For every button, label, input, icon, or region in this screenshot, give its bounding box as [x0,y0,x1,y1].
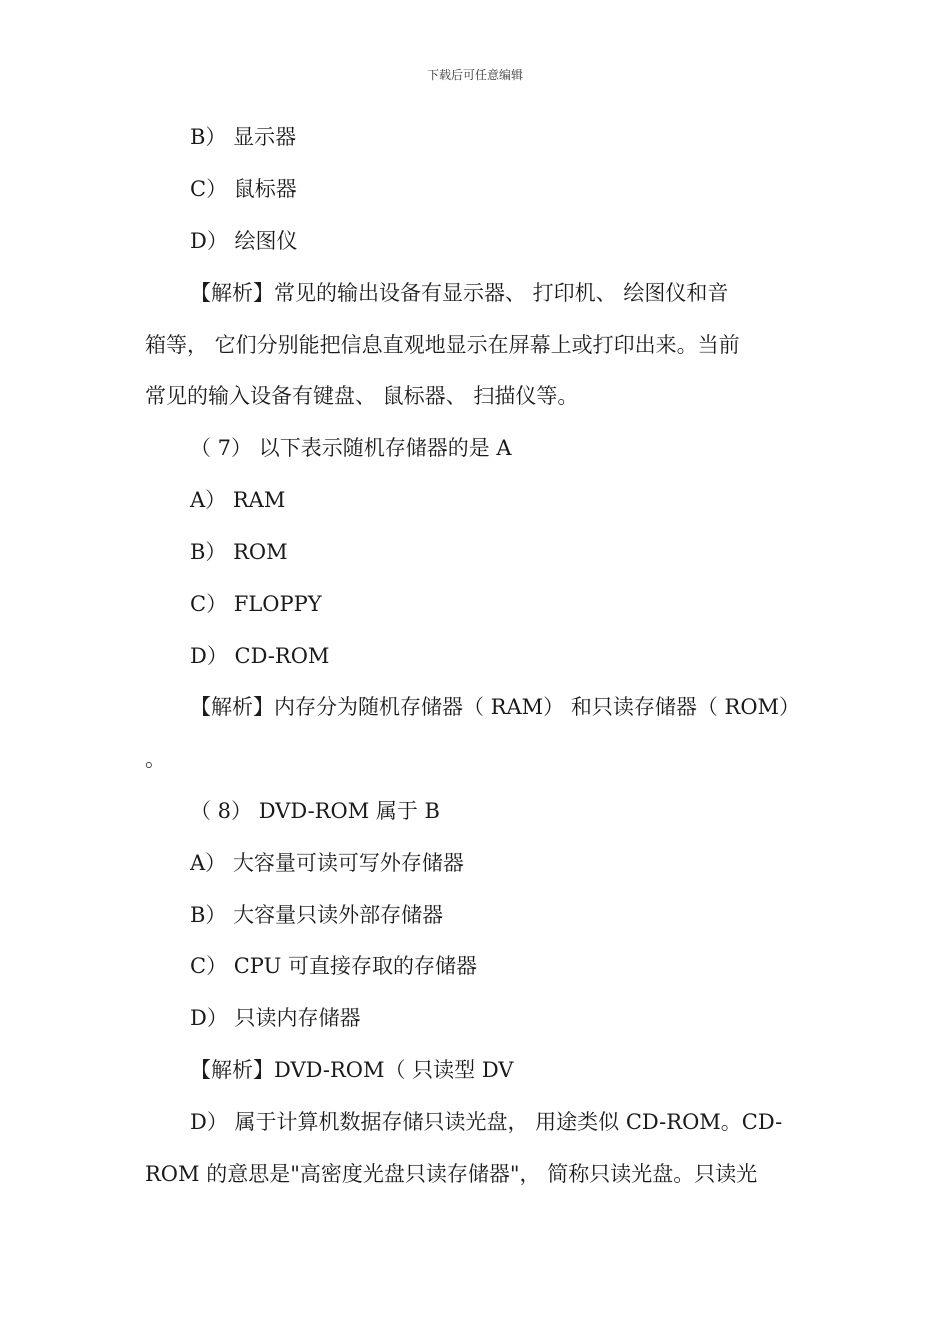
question-8: （ 8） DVD-ROM 属于 B [190,799,440,823]
page-header: 下载后可任意编辑 [426,68,523,82]
q8-option-a: A） 大容量可读可写外存储器 [190,851,464,875]
q8-option-c: C） CPU 可直接存取的存储器 [190,954,477,978]
q7-option-b: B） ROM [190,540,288,564]
analysis-2-line-2: 。 [145,747,166,771]
q8-option-b: B） 大容量只读外部存储器 [190,903,444,927]
analysis-3-line-3: ROM 的意思是"高密度光盘只读存储器"， 简称只读光盘。只读光 [145,1162,758,1186]
option-d-plotter: D） 绘图仪 [190,229,298,253]
analysis-1-line-1: 【解析】常见的输出设备有显示器、 打印机、 绘图仪和音 [190,281,729,305]
analysis-1-line-2: 箱等， 它们分别能把信息直观地显示在屏幕上或打印出来。当前 [145,333,740,357]
q8-option-d: D） 只读内存储器 [190,1006,361,1030]
analysis-3-line-1: 【解析】DVD-ROM（ 只读型 DV [190,1058,514,1082]
question-7: （ 7） 以下表示随机存储器的是 A [190,436,512,460]
analysis-1-line-3: 常见的输入设备有键盘、 鼠标器、 扫描仪等。 [145,384,579,408]
q7-option-a: A） RAM [190,488,286,512]
q7-option-d: D） CD-ROM [190,644,330,668]
option-c-mouse: C） 鼠标器 [190,177,297,201]
analysis-2-line-1: 【解析】内存分为随机存储器（ RAM） 和只读存储器（ ROM） [190,695,801,719]
option-b-display: B） 显示器 [190,125,297,149]
analysis-3-line-2: D） 属于计算机数据存储只读光盘， 用途类似 CD-ROM。CD- [190,1110,783,1134]
q7-option-c: C） FLOPPY [190,592,322,616]
